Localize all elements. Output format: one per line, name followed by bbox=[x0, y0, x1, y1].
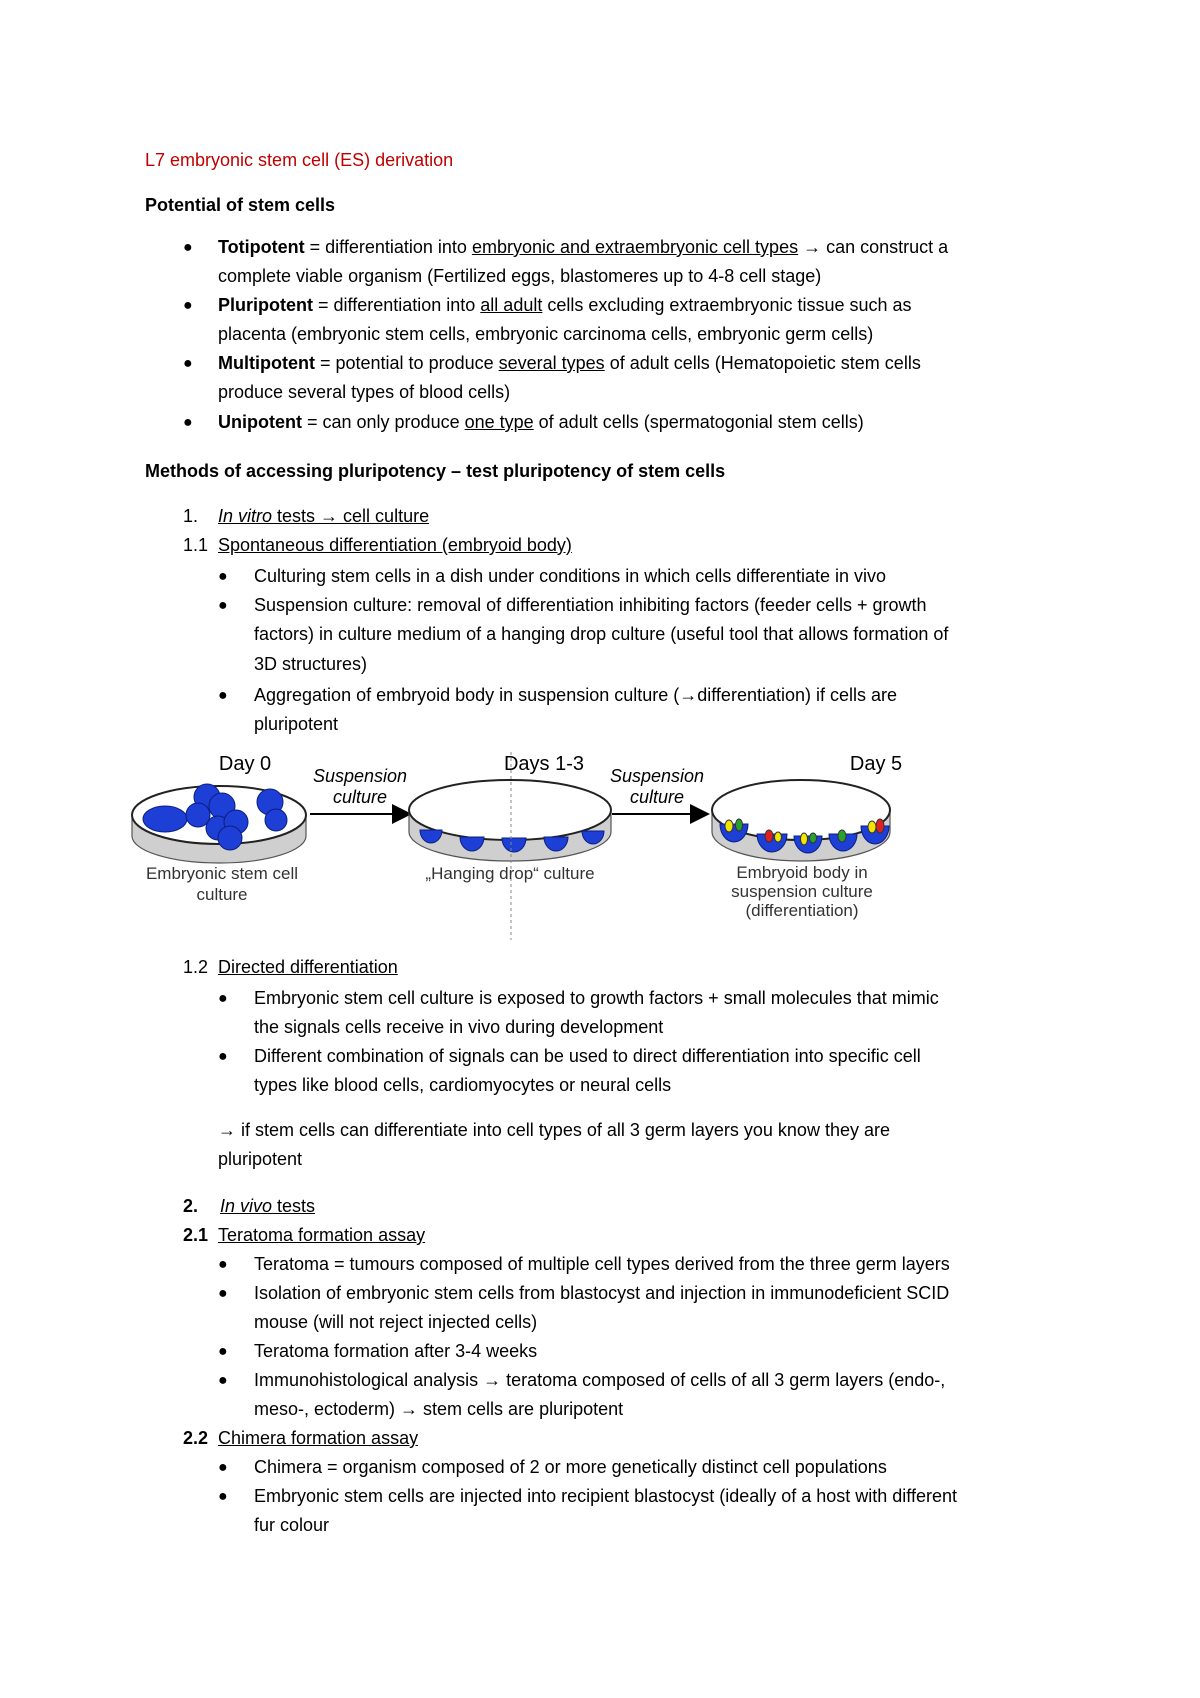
list-item-totipotent bbox=[218, 233, 948, 262]
bullet-text: Chimera = organism composed of 2 or more genetically distinct cell populations bbox=[254, 1457, 887, 1477]
caption-embryoid-line3: (differentiation) bbox=[745, 901, 859, 920]
bullet-icon: ● bbox=[218, 1343, 228, 1360]
day0-label: Day 0 bbox=[218, 753, 272, 775]
italic-text: In vitro bbox=[218, 506, 273, 526]
caption-stem-cell-culture-line2: culture bbox=[196, 885, 248, 904]
bullet-text-continuation: types like blood cells, cardiomyocytes or neural cells bbox=[254, 1075, 672, 1095]
bullet-text: Suspension culture: removal of differentiation inhibiting factors (feeder cells + growth bbox=[254, 595, 927, 615]
bullet-text: Teratoma formation after 3-4 weeks bbox=[254, 1341, 538, 1361]
text: of adult cells (spermatogonial stem cells) bbox=[533, 412, 864, 432]
underlined-text: all adult bbox=[480, 295, 543, 315]
list-number: 1.1 bbox=[183, 535, 209, 555]
arrow1-label-line1: Suspension bbox=[312, 766, 408, 786]
bullet-icon: ● bbox=[218, 1256, 228, 1273]
term: Pluripotent bbox=[218, 295, 313, 315]
bullet-text-continuation: 3D structures) bbox=[254, 654, 368, 674]
bullet-icon: ● bbox=[218, 687, 228, 704]
bullet-icon: ● bbox=[218, 1488, 228, 1505]
list-item-unipotent bbox=[218, 408, 864, 437]
bullet-text-continuation: pluripotent bbox=[254, 714, 339, 734]
bullet-icon: ● bbox=[183, 414, 193, 431]
arrow1-label-line2: culture bbox=[332, 787, 388, 807]
caption-hanging-drop: „Hanging drop“ culture bbox=[425, 864, 595, 883]
caption-embryoid-line2: suspension culture bbox=[731, 882, 873, 901]
list-item-continuation: produce several types of blood cells) bbox=[218, 382, 511, 402]
list-item-continuation: complete viable organism (Fertilized eggs, blastomeres up to 4-8 cell stage) bbox=[218, 266, 822, 286]
dish-hanging-drop bbox=[409, 752, 611, 940]
text: = potential to produce bbox=[314, 353, 499, 373]
section-heading-potential: Potential of stem cells bbox=[145, 195, 336, 215]
bullet-icon: ● bbox=[218, 1372, 228, 1389]
list-number: 2.1 bbox=[183, 1225, 209, 1245]
text: → can construct a bbox=[798, 237, 949, 257]
bullet-icon: ● bbox=[218, 597, 228, 614]
caption-embryoid-line1: Embryoid body in bbox=[736, 863, 868, 882]
list-number: 1. bbox=[183, 506, 199, 526]
underlined-text: embryonic and extraembryonic cell types bbox=[471, 237, 799, 257]
bullet-text: Embryonic stem cells are injected into recipient blastocyst (ideally of a host with different bbox=[254, 1486, 957, 1506]
bullet-text: Embryonic stem cell culture is exposed to growth factors + small molecules that mimic bbox=[254, 988, 939, 1008]
list-item-pluripotent bbox=[218, 291, 912, 320]
dish-embryoid-body bbox=[712, 780, 890, 861]
in-vivo-label bbox=[220, 1192, 315, 1221]
arrow2-label-line1: Suspension bbox=[609, 766, 705, 786]
dish-stem-cell-culture bbox=[132, 784, 306, 863]
text: = can only produce bbox=[301, 412, 465, 432]
list-item-multipotent bbox=[218, 349, 921, 378]
document-title: L7 embryonic stem cell (ES) derivation bbox=[145, 150, 454, 170]
bullet-text: Culturing stem cells in a dish under conditions in which cells differentiate in vivo bbox=[254, 566, 886, 586]
term: Unipotent bbox=[218, 412, 302, 432]
section-heading-methods: Methods of accessing pluripotency – test pluripotency of stem cells bbox=[145, 461, 726, 481]
in-vitro-label bbox=[218, 502, 429, 531]
bullet-text-continuation: fur colour bbox=[254, 1515, 330, 1535]
underlined-text: several types bbox=[498, 353, 605, 373]
bullet-text: Different combination of signals can be used to direct differentiation into specific cell bbox=[254, 1046, 921, 1066]
bullet-text-continuation: the signals cells receive in vivo during development bbox=[254, 1017, 664, 1037]
list-number: 2. bbox=[183, 1196, 199, 1216]
bullet-icon: ● bbox=[218, 990, 228, 1007]
underlined-text: tests bbox=[272, 1196, 316, 1216]
text: = differentiation into bbox=[313, 295, 481, 315]
subsection-spontaneous: Spontaneous differentiation (embryoid body) bbox=[218, 535, 572, 555]
bullet-text: Aggregation of embryoid body in suspension culture (→differentiation) if cells are bbox=[254, 685, 898, 705]
bullet-text: Teratoma = tumours composed of multiple cell types derived from the three germ layers bbox=[254, 1254, 950, 1274]
list-item-continuation: placenta (embryonic stem cells, embryonic carcinoma cells, embryonic germ cells) bbox=[218, 324, 874, 344]
text: = differentiation into bbox=[304, 237, 472, 257]
list-number: 2.2 bbox=[183, 1428, 209, 1448]
bullet-icon: ● bbox=[183, 239, 193, 256]
bullet-text: Immunohistological analysis → teratoma composed of cells of all 3 germ layers (endo-, bbox=[254, 1370, 946, 1390]
subsection-chimera: Chimera formation assay bbox=[218, 1428, 419, 1448]
list-number: 1.2 bbox=[183, 957, 209, 977]
text: cells excluding extraembryonic tissue such as bbox=[542, 295, 912, 315]
bullet-icon: ● bbox=[218, 1459, 228, 1476]
text: of adult cells (Hematopoietic stem cells bbox=[604, 353, 921, 373]
bullet-text-continuation: factors) in culture medium of a hanging drop culture (useful tool that allows formation of bbox=[254, 624, 949, 644]
bullet-text-continuation: mouse (will not reject injected cells) bbox=[254, 1312, 538, 1332]
bullet-text: Isolation of embryonic stem cells from blastocyst and injection in immunodeficient SCID bbox=[254, 1283, 950, 1303]
bullet-icon: ● bbox=[218, 568, 228, 585]
arrow2-label-line2: culture bbox=[629, 787, 685, 807]
term: Multipotent bbox=[218, 353, 315, 373]
bullet-icon: ● bbox=[218, 1048, 228, 1065]
conclusion-text: → if stem cells can differentiate into cell types of all 3 germ layers you know they are bbox=[218, 1120, 890, 1140]
bullet-icon: ● bbox=[183, 297, 193, 314]
days13-label: Days 1-3 bbox=[503, 753, 585, 775]
bullet-icon: ● bbox=[183, 355, 193, 372]
day5-label: Day 5 bbox=[849, 753, 903, 775]
caption-stem-cell-culture-line1: Embryonic stem cell bbox=[145, 864, 299, 883]
conclusion-text-continuation: pluripotent bbox=[218, 1149, 303, 1169]
subsection-teratoma: Teratoma formation assay bbox=[218, 1225, 426, 1245]
bullet-icon: ● bbox=[218, 1285, 228, 1302]
underlined-text: tests → cell culture bbox=[272, 506, 430, 526]
bullet-text-continuation: meso-, ectoderm) → stem cells are pluripotent bbox=[254, 1399, 624, 1419]
underlined-text: one type bbox=[464, 412, 534, 432]
italic-text: In vivo bbox=[220, 1196, 273, 1216]
term: Totipotent bbox=[218, 237, 305, 257]
subsection-directed: Directed differentiation bbox=[218, 957, 398, 977]
embryoid-body-diagram bbox=[130, 742, 990, 940]
